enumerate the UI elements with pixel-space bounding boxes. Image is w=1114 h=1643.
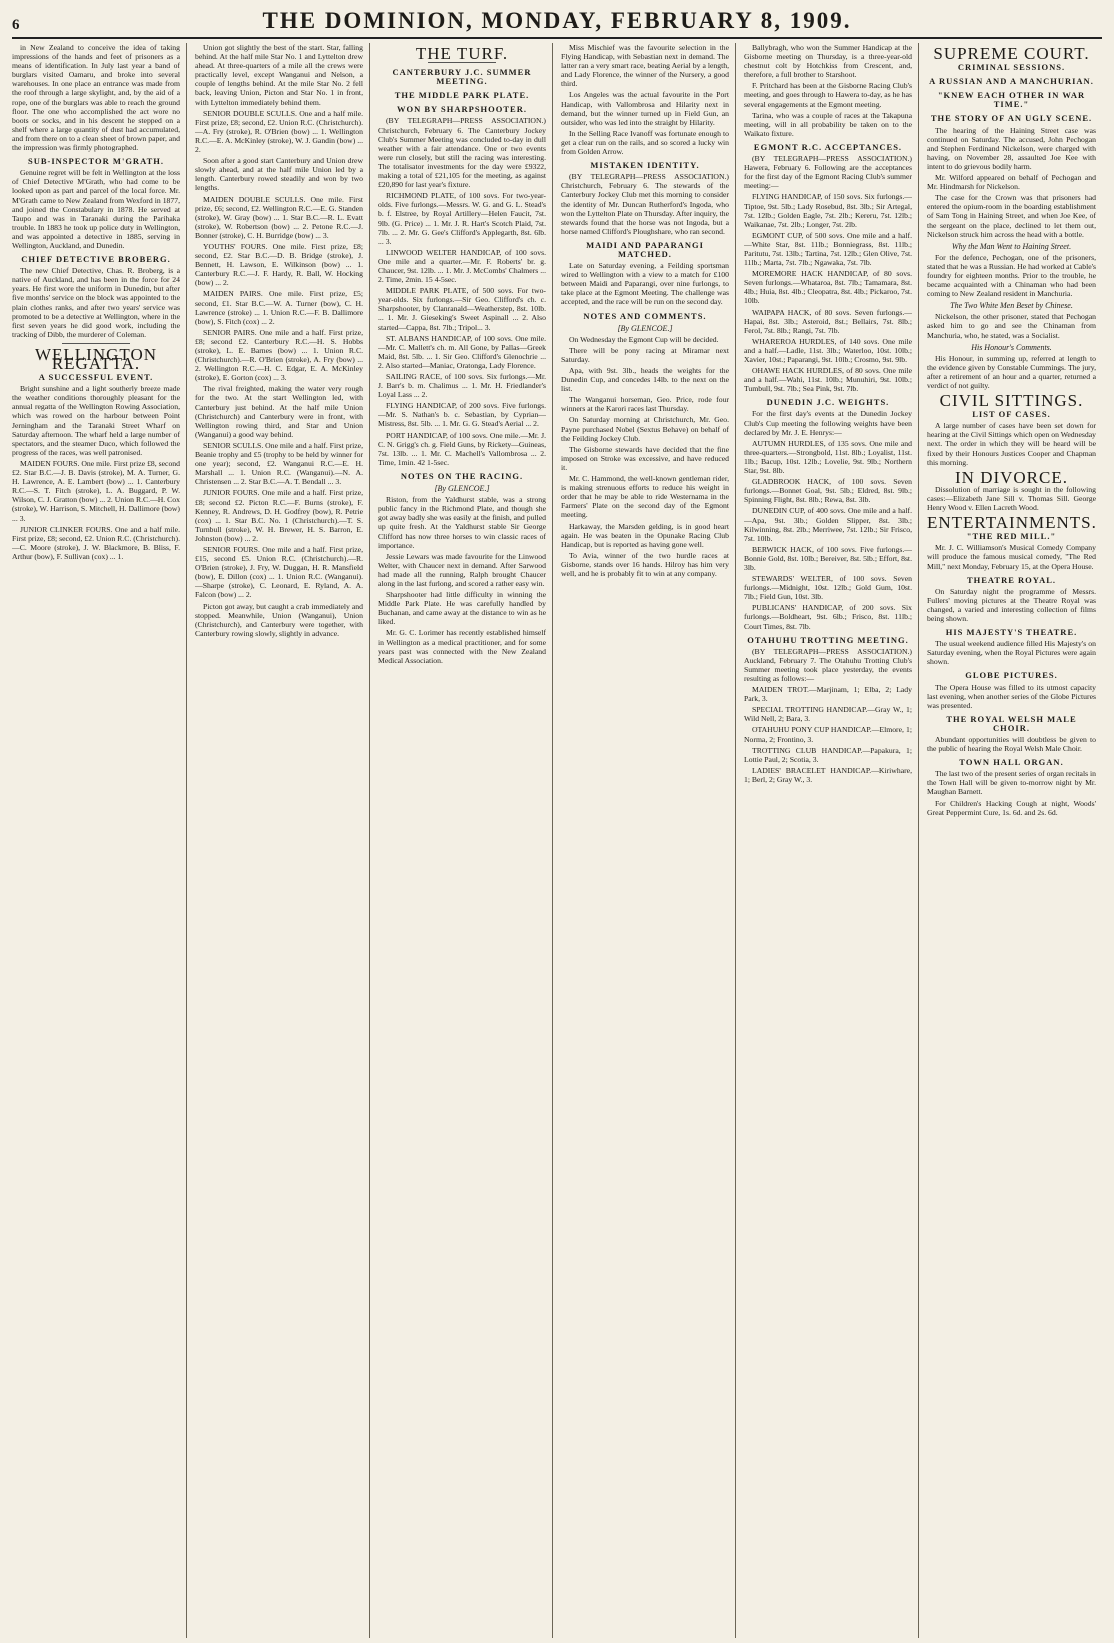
subheadline-globe-pictures: GLOBE PICTURES.	[965, 670, 1058, 681]
headline-otahuhu: OTAHUHU TROTTING MEETING.	[747, 634, 909, 645]
column-4	[561, 43, 736, 1638]
headline-dunedin: DUNEDIN J.C. WEIGHTS.	[766, 397, 890, 408]
subheadline-ugly-scene: THE STORY OF AN UGLY SCENE.	[930, 113, 1093, 124]
article-paragraph: There will be pony racing at Miramar next Saturday.	[561, 345, 729, 364]
headline-civil-sittings: CIVIL SITTINGS.	[939, 391, 1084, 411]
page-number: 6	[12, 17, 20, 33]
article-paragraph: ST. ALBANS HANDICAP, of 100 sovs. One mile.—Mr. C. Mallett's ch. m. All Gone, by Pallas—Greek Maid, 8st. 5lb. ... 1. Sir Geo. Clifford's Glenochrie ... 2. Also started—Maniac, Oratonga, Lady Florence.	[378, 333, 546, 370]
article-paragraph: LINWOOD WELTER HANDICAP, of 100 sovs. One mile and a quarter.—Mr. F. Roberts' br. g. Chaucer, 9st. 12lb. ... 1. Mr. J. McCombs' Chalmers ... 2. Time, 2min. 15 4-5sec.	[378, 247, 546, 285]
article-paragraph: MOREMORE HACK HANDICAP, of 80 sovs. Seven furlongs.—Whataroa, 8st. 7lb.; Tamamara, 8st. 4lb.; Huia, 8st. 4lb.; Cleopatra, 8st. 4lb.; Pickaroo, 7st. 10lb.	[744, 269, 912, 306]
headline-broberg: CHIEF DETECTIVE BROBERG.	[21, 254, 171, 265]
article-paragraph: FLYING HANDICAP, of 150 sovs. Six furlongs.—Tiptoe, 9st. 5lb.; Lady Rosebud, 8st. 3lb.; Sir Artegal, 7st. 12lb.; Golden Eagle, 7st. 2lb.; Kereru, 7st. 12lb.; Waikanae, 7st. 2lb.; Longer, 7st. 2lb.	[744, 192, 912, 229]
column-3	[378, 43, 553, 1638]
article-paragraph: SENIOR DOUBLE SCULLS. One and a half mile. First prize, £8; second, £2. Union R.C. (Christchurch).—A. Fry (stroke), R. O'Brien (bow) ... 1. Wellington R.C.—E. A. McKinley (stroke), W. J. Gandin (bow) ... 2.	[195, 108, 363, 155]
byline: [By GLENCOE.]	[434, 484, 490, 494]
headline-turf: THE TURF.	[415, 44, 509, 63]
subhead-white-men: The Two White Men Beset by Chinese.	[950, 301, 1073, 311]
article-paragraph: His Honour, in summing up, referred at length to the evidence given by Constable Cummings. The jury, after a retirement of an hour and a quarter, returned a verdict of not guilty.	[927, 353, 1096, 390]
article-paragraph: (BY TELEGRAPH—PRESS ASSOCIATION.) Christchurch, February 6. The stewards of the Canterbury Jockey Club met this morning to consider the identity of Mr. Duncan Rutherford's Ingoda, who won the Lyttelton Plate on Thursday. After inquiry, the stewards found that the horse was not Ingoda, but a horse named Clifford's Ploughshare, who ran second.	[561, 172, 729, 236]
article-paragraph: Harkaway, the Marsden gelding, is in good heart again. He was beaten in the Opunake Racing Club Handicap, but is reported as having gone well.	[561, 521, 729, 549]
column-6	[927, 43, 1102, 1638]
article-paragraph: Riston, from the Yaldhurst stable, was a strong public fancy in the Richmond Plate, and though she got away badly she was easily at the finish, and pulled up quite fresh. At the Yaldhurst stable Sir George Clifford has now three horses to win classic races of importance.	[378, 495, 546, 550]
article-paragraph: Bright sunshine and a light southerly breeze made the weather conditions thoroughly pleasant for the annual regatta of the Wellington Rowing Association, which was rowed on the harbour between Point Jerningham and the Taranaki Street Wharf on Saturday afternoon. The wharf held a large number of spectators, and the steamer Duco, which followed the progress of the races, was well patronised.	[12, 384, 180, 457]
article-paragraph: Dissolution of marriage is sought in the following cases:—Elizabeth Jane Sill v. Thomas Sill. George Henry Wood v. Ellen Lacreth Wood.	[927, 484, 1096, 513]
article-paragraph: AUTUMN HURDLES, of 135 sovs. One mile and three-quarters.—Strongbold, 11st. 8lb.; Loyalist, 11st. 1lb.; Bacup, 10st. 12lb.; Lovelie, 9st. 9lb.; Northern Star, 9st. 8lb.	[744, 438, 912, 476]
article-paragraph: Ballybragh, who won the Summer Handicap at the Gisborne meeting on Thursday, is a three-year-old chestnut colt by Hotchkiss from Crescent, and, therefore, a full brother to Starshoot.	[744, 43, 912, 80]
subheadline-russian: A RUSSIAN AND A MANCHURIAN.	[929, 76, 1094, 87]
article-paragraph: In the Selling Race Ivanoff was fortunate enough to get a clear run on the rails, and so scored a lucky win from Golden Arrow.	[561, 128, 729, 157]
newspaper-title: THE DOMINION, MONDAY, FEBRUARY 8, 1909.	[262, 8, 852, 33]
article-paragraph: MIDDLE PARK PLATE, of 500 sovs. For two-year-olds. Six furlongs.—Sir Geo. Clifford's ch. c. Sharpshooter, by Clanranald—Weatherstep, 8st. 10lb. ... 1. Mr. J. Gieseking's Sweet Aspinall ... 2. Also started—Cappa, 8st. 7lb.; Tripol... 3.	[378, 286, 546, 332]
subheadline-regatta: A SUCCESSFUL EVENT.	[38, 372, 154, 383]
article-paragraph: Abundant opportunities will doubtless be given to the public of hearing the Royal Welsh Male Choir.	[927, 735, 1096, 754]
masthead	[12, 8, 1102, 39]
article-paragraph: Miss Mischief was the favourite selection in the Flying Handicap, with Sebastian next in demand. The latter ran a very smart race, beating Aerial by a length, and Lady Florence, the winner of the Nursery, a good third.	[561, 43, 729, 89]
article-paragraph: STEWARDS' WELTER, of 100 sovs. Seven furlongs.—Midnight, 10st. 12lb.; Gold Gum, 10st. 7lb.; Field Gun, 10st. 3lb.	[744, 574, 912, 602]
article-paragraph: in New Zealand to conceive the idea of taking impressions of the hands and feet of prisoners as a means of identification. In July last year a band of burglars visited Oamaru, and broke into several warehouses. In one place an entrance was made from the roof through a large skylight, and, by the aid of a rope, one of the burglars was able to reach the ground floor. The one who accomplished the act wore no boots or socks, and in his descent he stepped on a shelf where a large quantity of dust had accumulated, and from there on to a clean sheet of brown paper, and the impression was firmly photographed.	[12, 43, 180, 153]
article-paragraph: The rival freighted, making the water very rough for the two. At the start Wellington led, with Canterbury just behind. At the half mile Union (Christchurch) and Canterbury were in front, with Wellington rowing third, and Star and Union (Wanganui) a good way behind.	[195, 384, 363, 439]
article-paragraph: Mr. G. C. Lorimer has recently established himself in Wellington as a medical practitioner, and for some years past was connected with the New Zealand Medical Association.	[378, 628, 546, 665]
subhead-haining-street: Why the Man Went to Haining Street.	[951, 241, 1072, 251]
columns	[12, 43, 1102, 1638]
article-paragraph: MAIDEN DOUBLE SCULLS. One mile. First prize, £6; second, £2. Wellington R.C.—E. G. Standen (stroke), W. Gray (bow) ... 1. Star B.C.—R. L. Evatt (stroke), W. Robertson (bow) ... 2. Petone R.C.—J. Bonner (stroke), C. H. Burridge (bow) ... 3.	[195, 194, 363, 240]
article-paragraph: PUBLICANS' HANDICAP, of 200 sovs. Six furlongs.—Boldheart, 9st. 6lb.; Frisco, 8st. 11lb.; Court Times, 8st. 7lb.	[744, 603, 912, 631]
article-paragraph: Picton got away, but caught a crab immediately and stopped. Meanwhile, Union (Wanganui), Union (Christchurch), and Canterbury were together, with Canterbury rowing slowly, slightly in advance.	[195, 601, 363, 638]
headline-maidi-paparangi: MAIDI AND PAPARANGI MATCHED.	[586, 239, 704, 259]
article-paragraph: GLADBROOK HACK, of 100 sovs. Seven furlongs.—Bonnet Goal, 9st. 5lb.; Eldred, 8st. 9lb.; Spinning Flight, 8st. 8lb.; Rewa, 8st. 3lb.	[744, 477, 912, 505]
subheadline-welsh-choir: THE ROYAL WELSH MALE CHOIR.	[946, 713, 1077, 733]
headline-supreme-court: SUPREME COURT.	[933, 44, 1090, 63]
article-paragraph: JUNIOR CLINKER FOURS. One and a half mile. First prize, £8; second, £2. Union R.C. (Christchurch).—C. Moore (stroke), J. W. Blackmore, B. Bliss, F. Arthur (bow), F. Sullivan (cox) ... 1.	[12, 524, 180, 561]
headline-criminal-sessions: CRIMINAL SESSIONS.	[957, 62, 1066, 73]
subheadline-town-hall-organ: TOWN HALL ORGAN.	[959, 757, 1064, 768]
article-paragraph: SPECIAL TROTTING HANDICAP.—Gray W., 1; Wild Nell, 2; Bara, 3.	[744, 705, 912, 724]
article-paragraph: The usual weekend audience filled His Majesty's on Saturday evening, when the Royal Pictures were again shown.	[927, 639, 1096, 667]
article-paragraph: DUNEDIN CUP, of 400 sovs. One mile and a half.—Apa, 9st. 3lb.; Golden Slipper, 8st. 3lb.; Kilwinning, 8st. 2lb.; Merriwee, 7st. 12lb.; Sir Frisco, 7st. 10lb.	[744, 506, 912, 543]
article-paragraph: The new Chief Detective, Chas. R. Broberg, is a native of Auckland, and has been in the force for 24 years. He first wore the uniform in Dunedin, but after five months' service on the block was appointed to the plain clothes ranks, and after two years' service was promoted to be a detective at Wellington, where in the first seven years he did good work, including the tracking of Dibb, the murderer of Coleman.	[12, 266, 180, 339]
article-paragraph: Mr. J. C. Williamson's Musical Comedy Company will produce the famous musical comedy, "The Red Mill," next Monday, February 15, at the Opera House.	[927, 543, 1096, 571]
article-paragraph: SENIOR FOURS. One mile and a half. First prize, £15, second £5. Union R.C. (Christchurch).—R. O'Brien (stroke), J. Fry, W. Duggan, H. R. Mansfield (bow), E. Dillon (cox) ... 1. Union R.C. (Wanganui).—Sharpe (stroke), C. Leonard, E. Ryland, A. A. Falcon (bow) ... 2.	[195, 544, 363, 600]
subhead-honours-comments: His Honour's Comments.	[971, 342, 1052, 352]
article-paragraph: PORT HANDICAP, of 100 sovs. One mile.—Mr. J. C. N. Grigg's ch. g. Field Guns, by Rickety—Guineas, 7st. 13lb. ... 1. Mr. C. Machell's Vallombrosa ... 2. Time, 1min. 42 1-5sec.	[378, 430, 546, 467]
divider	[62, 343, 129, 344]
article-paragraph: Mr. Wilford appeared on behalf of Pechogan and Mr. Hindmarsh for Nickelson.	[927, 173, 1096, 192]
article-paragraph: MAIDEN FOURS. One mile. First prize £8, second £2. Star B.C.—J. B. Davis (stroke), M. A. Turner, G. H. Lawrence, A. E. Lambert (bow) ... 1. Canterbury R.C.—S. T. Fitch (stroke), L. A. Buggard, P. W. Wilson, C. J. Gratton (bow) ... 2. Union R.C.—H. Cox (stroke), W. Harrison, S. Mitchell, H. Dallimore (bow) ... 3.	[12, 458, 180, 523]
article-paragraph: (BY TELEGRAPH—PRESS ASSOCIATION.) Auckland, February 7. The Otahuhu Trotting Club's Summer meeting took place yesterday, the events resulting as follows:—	[744, 646, 912, 683]
article-paragraph: Late on Saturday evening, a Feilding sportsman wired to Wellington with a view to a match for £100 between Maidi and Paparangi, over nine furlongs, to take place at the Egmont Meeting. The challenge was accepted, and the race will be run on the second day.	[561, 261, 729, 307]
article-paragraph: The hearing of the Haining Street case was continued on Saturday. The accused, John Pechogan and Stephen Ferdinand Nickelson, were charged with having, on November 28, assaulted Joe Kee with intent to do grievous bodily harm.	[927, 125, 1096, 171]
article-paragraph: The Gisborne stewards have decided that the fine imposed on Stroke was excessive, and have reduced it.	[561, 444, 729, 472]
headline-egmont: EGMONT R.C. ACCEPTANCES.	[753, 141, 903, 152]
article-paragraph: Soon after a good start Canterbury and Union drew slowly ahead, and at the half mile Union led by a length. Canterbury rowed steadily and won by two lengths.	[195, 156, 363, 193]
article-paragraph: The Opera House was filled to its utmost capacity last evening, when another series of the Globe Pictures was presented.	[927, 682, 1096, 710]
headline-mistaken-identity: MISTAKEN IDENTITY.	[590, 160, 700, 171]
article-paragraph: FLYING HANDICAP, of 200 sovs. Five furlongs.—Mr. S. Nathan's b. c. Sebastian, by Cyprian—Mistress, 8st. 5lb. ... 1. Mr. G. G. Stead's Aerial ... 2.	[378, 401, 546, 429]
column-2	[195, 43, 370, 1638]
article-paragraph: JUNIOR FOURS. One mile and a half. First prize, £8; second £2. Picton R.C.—F. Burns (stroke), F. Kenney, R. Andrews, D. H. Godfrey (bow), R. Petrie (cox) ... 1. Star B.C. No. 1 (Christchurch).—T. S. Turnbull (stroke), W. H. Brewer, H. S. Barron, E. Johnston (bow) ... 2.	[195, 488, 363, 543]
headline-notes-racing: NOTES ON THE RACING.	[400, 470, 524, 481]
headline-canterbury: CANTERBURY J.C. SUMMER MEETING.	[392, 67, 532, 87]
article-paragraph: Apa, with 9st. 3lb., heads the weights for the Dunedin Cup, and concedes 14lb. to the next on the list.	[561, 366, 729, 394]
article-paragraph: EGMONT CUP, of 500 sovs. One mile and a half.—White Star, 8st. 11lb.; Bonniegrass, 8st. 11lb.; Paritutu, 7st. 13lb.; Tartina, 7st. 12lb.; Glen Olive, 7st. 11lb.; Marta, 7st. 7lb.; Ngawaka, 7st. 7lb.	[744, 230, 912, 268]
article-paragraph: To Avia, winner of the two hurdle races at Gisborne, stands over 16 hands. Hilroy has him very well, and he is probably fit to win at any company.	[561, 550, 729, 578]
article-paragraph: SENIOR SCULLS. One mile and a half. First prize, Beanie trophy and £5 (trophy to be held by winner for one year); second, £2. Wanganui R.C.—E. H. Marshall ... 1. Union R.C. (Wanganui).—N. A. Christensen ... 2. Star B.C.—A. T. Bendall ... 3.	[195, 440, 363, 487]
article-paragraph: (BY TELEGRAPH—PRESS ASSOCIATION.) Hawera, February 6. Following are the acceptances for the first day of the Egmont Racing Club's summer meeting:—	[744, 154, 912, 191]
article-paragraph: Sharpshooter had little difficulty in winning the Middle Park Plate. He was carefully handled by Buchanan, and came away at the distance to win as he liked.	[378, 590, 546, 627]
article-paragraph: YOUTHS' FOURS. One mile. First prize, £8; second, £2. Star B.C.—D. B. Bridge (stroke), J. Bennett, H. Lawson, E. Wilkinson (bow) ... 1. Canterbury R.C.—J. F. Hardy, R. Ball, W. Hocking (bow) ... 2.	[195, 241, 363, 288]
subheadline-his-majestys: HIS MAJESTY'S THEATRE.	[945, 627, 1078, 638]
column-1	[12, 43, 187, 1638]
article-paragraph: OHAWE HACK HURDLES, of 80 sovs. One mile and a half.—Wahi, 11st. 10lb.; Munuhiri, 9st. 10lb.; Tumbull, 9st. 7lb.; Sea Pink, 9st. 7lb.	[744, 366, 912, 394]
headline-mgrath: SUB-INSPECTOR M'GRATH.	[28, 156, 164, 167]
article-paragraph: RICHMOND PLATE, of 100 sovs. For two-year-olds. Five furlongs.—Messrs. W. G. and G. L. Stead's b. f. Elstree, by Royal Artillery—Helen Faucit, 7st. 9lb. (G. Price) ... 1. Mr. J. R. Hart's Scotch Plaid, 7st. 7lb. ... 2. Mr. G. Gee's Clifford's Applegarth, 8st. 6lb. ... 3.	[378, 191, 546, 246]
article-paragraph: On Saturday night the programme of Messrs. Fullers' moving pictures at the Theatre Royal was changed, a varied and interesting collection of films being shown.	[927, 586, 1096, 623]
article-paragraph: MAIDEN TROT.—Marjinam, 1; Elba, 2; Lady Park, 3.	[744, 685, 912, 704]
article-paragraph: WAIPAPA HACK, of 80 sovs. Seven furlongs.—Hapai, 8st. 3lb.; Asteroid, 8st.; Bellairs, 7st. 8lb.; Ferol, 7st. 8lb.; Rangi, 7st. 7lb.	[744, 307, 912, 335]
article-paragraph: F. Pritchard has been at the Gisborne Racing Club's meeting, and goes through to Hawera to-day, as he has several engagements at the Egmont meeting.	[744, 81, 912, 109]
article-paragraph: OTAHUHU PONY CUP HANDICAP.—Elmore, 1; Norma, 2; Frontino, 3.	[744, 725, 912, 744]
column-5	[744, 43, 919, 1638]
subheadline-sharpshooter: WON BY SHARPSHOOTER.	[397, 104, 527, 115]
article-paragraph: Jessie Lewars was made favourite for the Linwood Welter, with Chaucer next in demand. After Sarwood had made all the running, Ralph brought Chaucer along in the last furlong, and scored a rather easy win.	[378, 551, 546, 588]
article-paragraph: LADIES' BRACELET HANDICAP.—Kiriwhare, 1; Berl, 2; Gray W., 3.	[744, 765, 912, 784]
article-paragraph: The case for the Crown was that prisoners had entered the opium-room in the boarding establishment of Sam Tong in Haining Street, and when Joe Kee, of the sergeant on the place, declined to let them out, Nickelson struck him across the head with a bottle.	[927, 193, 1096, 239]
article-paragraph: The last two of the present series of organ recitals in the Town Hall will be given to-morrow night by Mr. Maughan Barnett.	[927, 769, 1096, 797]
article-paragraph: Genuine regret will be felt in Wellington at the loss of Chief Detective M'Grath, who had come to be looked upon as part and parcel of the local force. Mr. M'Grath came to New Zealand from Wexford in 1877, and joined the Constabulary in 1878. He served at Taupo and was in Taranaki during the Parihaka trouble. In 1883 he took up police duty in Wellington, and was appointed a detective in 1885, serving in Wellington, Auckland, and Dunedin.	[12, 168, 180, 250]
subheadline-red-mill: "THE RED MILL."	[966, 531, 1057, 542]
subheadline-list-of-cases: LIST OF CASES.	[972, 409, 1051, 420]
article-paragraph: Tarina, who was a couple of races at the Takapuna meeting, will in all probability be taken on to the Waikato fixture.	[744, 110, 912, 138]
article-paragraph: Union got slightly the best of the start. Star, falling behind. At the half mile Star No. 1 and Lyttelton drew ahead. At three-quarters of a mile all the crews were practically level, except Wanganui and Nelson, a couple of lengths behind. At the mile Star No. 2 fell back, leaving Union, Picton and Star No. 1 in front, with Lyttelton immediately behind them.	[195, 43, 363, 107]
headline-in-divorce: IN DIVORCE.	[955, 467, 1068, 487]
byline: [By GLENCOE.]	[617, 323, 673, 333]
headline-notes-comments: NOTES AND COMMENTS.	[583, 310, 707, 321]
article-paragraph: MAIDEN PAIRS. One mile. First prize, £5; second, £1. Star B.C.—W. A. Turner (bow), C. H. Lawrence (stroke) ... 1. Union R.C.—F. B. Dallimore (bow), S. Fitch (cox) ... 2.	[195, 289, 363, 326]
article-paragraph: WHAREROA HURDLES, of 140 sovs. One mile and a half.—Ladle, 11st. 3lb.; Waterloo, 10st. 10lb.; Xavier, 10st.; Paparangi, 9st. 10lb.; Crosmo, 9st. 9lb.	[744, 336, 912, 364]
article-paragraph: SAILING RACE, of 100 sovs. Six furlongs.—Mr. J. Barr's b. m. Chalimus ... 1. Mr. H. Friedlander's Loyal Lass ... 2.	[378, 372, 546, 400]
article-paragraph: Los Angeles was the actual favourite in the Port Handicap, with Vallombrosa and Hilarity next in demand, but the winner turned up in Field Gun, an outsider, who was led into the straight by Hilarity.	[561, 90, 729, 127]
advertisement-text: For Children's Hacking Cough at night, Woods' Great Peppermint Cure, 1s. 6d. and 2s. 6d.	[927, 798, 1096, 817]
article-paragraph: SENIOR PAIRS. One mile and a half. First prize, £8; second £2. Canterbury R.C.—H. S. Hobbs (stroke), L. E. Barnes (bow) ... 1. Union R.C. (Christchurch).—R. O'Brien (stroke), A. Fry (bow) ... 2. Wellington R.C.—H. C. Edgar, E. A. McKinley (stroke), E. Gorton (cox) ... 3.	[195, 327, 363, 383]
headline-regatta: WELLINGTON REGATTA.	[34, 344, 158, 373]
article-paragraph: The Wanganui horseman, Geo. Price, rode four winners at the Karori races last Thursday.	[561, 395, 729, 414]
subheadline-theatre-royal: THEATRE ROYAL.	[966, 574, 1057, 585]
article-paragraph: On Saturday morning at Christchurch, Mr. Geo. Payne purchased Nobel (Sextus Behave) on behalf of the Feilding Jockey Club.	[561, 415, 729, 443]
subheadline-war-time: "KNEW EACH OTHER IN WAR TIME."	[937, 90, 1086, 110]
article-paragraph: (BY TELEGRAPH—PRESS ASSOCIATION.) Christchurch, February 6. The Canterbury Jockey Club's Summer Meeting was concluded to-day in dull weather with a fair attendance. One or two events were run closely, but still the racing was interesting. The totalisator investments for the day were £9322, making a total of £21,105 for the meeting, as against £20,890 for last year's fixture.	[378, 116, 546, 190]
article-paragraph: Mr. C. Hammond, the well-known gentleman rider, is making strenuous efforts to reduce his weight in order that he may be able to ride Westernama in the Farmers' Plate on the second day of the Egmont meeting.	[561, 474, 729, 520]
article-paragraph: Nickelson, the other prisoner, stated that Pechogan asked him to go and see the Chinaman from Manchuria, who, he stated, was a Socialist.	[927, 312, 1096, 340]
article-paragraph: BERWICK HACK, of 100 sovs. Five furlongs.—Bonnie Gold, 8st. 10lb.; Bereiver, 8st. 5lb.; Effort, 8st. 3lb.	[744, 544, 912, 572]
article-paragraph: For the defence, Pechogan, one of the prisoners, stated that he was a Russian. He had worked at Cable's foundry for eighteen months. Prior to the trouble, he became acquainted with a Chinaman who had been coming to New Zealand resident in Manchuria.	[927, 252, 1096, 299]
article-paragraph: A large number of cases have been set down for hearing at the Civil Sittings which open on Wednesday next. The order in which they will be heard will be fixed by their Honours Justices Cooper and Chapman this morning.	[927, 421, 1096, 467]
headline-entertainments: ENTERTAINMENTS.	[927, 513, 1097, 533]
article-paragraph: For the first day's events at the Dunedin Jockey Club's Cup meeting the following weights have been declared by Mr. J. E. Henrys:—	[744, 409, 912, 437]
subheadline-middle-park: THE MIDDLE PARK PLATE.	[394, 90, 530, 101]
article-paragraph: TROTTING CLUB HANDICAP.—Papakura, 1; Lottie Paul, 2; Scotia, 3.	[744, 745, 912, 764]
article-paragraph: On Wednesday the Egmont Cup will be decided.	[569, 334, 719, 344]
